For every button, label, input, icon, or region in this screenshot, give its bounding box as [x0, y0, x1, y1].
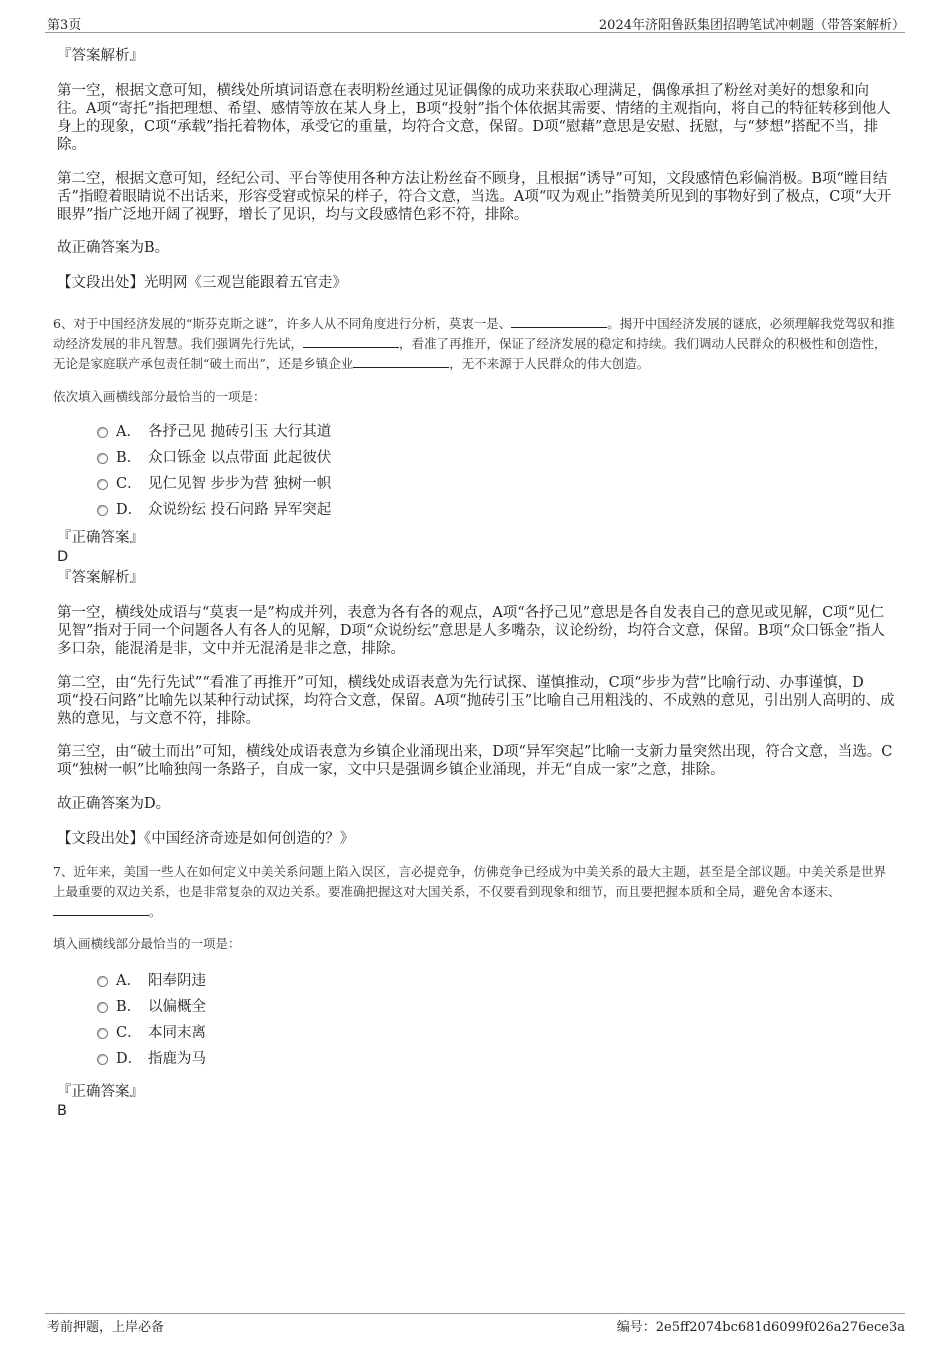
option-a[interactable]: A． 阳奉阴违: [97, 968, 206, 994]
correct-answer-heading: 『正确答案』: [57, 1084, 144, 1100]
fill-blank: [511, 315, 607, 328]
radio-button[interactable]: [97, 1028, 108, 1039]
page-header: [45, 14, 905, 33]
question-6-stem: 6、对于中国经济发展的“斯芬克斯之谜”，许多人从不同角度进行分析，莫衷一是、 。揭开中国经济发展的谜底，必须理解我党驾驭和推动经济发展的非凡智慧。我们强调先行先试， ，看准了再推开，保证了经济发展的稳定和持续。我们调动人民群众的积极性和创造性，无论是家庭联产承包责任制“破土而出”，还是乡镇企业 ，无不来源于人民群众的伟大创造。: [53, 316, 895, 371]
option-c[interactable]: C． 本同末离: [97, 1020, 206, 1046]
page-footer: [45, 1313, 905, 1334]
question-7-stem: 7、近年来，美国一些人在如何定义中美关系问题上陷入误区，言必提竞争，仿佛竞争已经成为中美关系的最大主题，甚至是全部议题。中美关系是世界上最重要的双边关系，也是非常复杂的双边关系。要准确把握这对大国关系，不仅要看到现象和细节，而且要把握本质和全局，避免舍本逐末、。: [53, 864, 886, 919]
analysis-paragraph: 第三空，由“破土而出”可知，横线处成语表意为乡镇企业涌现出来，D项“异军突起”比喻一支新力量突然出现，符合文意，当选。C项“独树一帜”比喻独闯一条路子，自成一家，文中只是强调乡镇企业涌现，并无“自成一家”之意，排除。: [57, 744, 893, 778]
analysis-paragraph: 第一空，横线处成语与“莫衷一是”构成并列，表意为各有各的观点，A项“各抒己见”意思是各自发表自己的意见或见解，C项“见仁见智”指对于同一个问题各人有各人的见解，D项“众说纷纭”意思是人多嘴杂，议论纷纷，均符合文意，保留。B项“众口铄金”指人多口杂，能混淆是非，文中并无混淆是非之意，排除。: [57, 605, 885, 657]
radio-button[interactable]: [97, 427, 108, 438]
option-b[interactable]: B． 众口铄金 以点带面 此起彼伏: [97, 445, 331, 471]
analysis-paragraph: 第一空，根据文意可知，横线处所填词语意在表明粉丝通过见证偶像的成功来获取心理满足，偶像承担了粉丝对美好的想象和向往。A项“寄托”指把理想、希望、感情等放在某人身上，B项“投射”指个体依据其需要、情绪的主观指向，将自己的特征转移到他人身上的现象，C项“承载”指托着物体，承受它的重量，均符合文意，保留。D项“慰藉”意思是安慰、抚慰，与“梦想”搭配不当，排除。: [57, 83, 891, 153]
footer-slogan: 考前押题，上岸必备: [47, 1320, 165, 1335]
option-c[interactable]: C． 见仁见智 步步为营 独树一帜: [97, 471, 331, 497]
option-d[interactable]: D． 指鹿为马: [97, 1046, 206, 1072]
radio-button[interactable]: [97, 976, 108, 987]
question-6-prompt: 依次填入画横线部分最恰当的一项是：: [53, 389, 266, 404]
fill-blank: [303, 335, 399, 348]
passage-source: 【文段出处】《中国经济奇迹是如何创造的？》: [57, 831, 355, 847]
correct-answer-value: B: [57, 1103, 67, 1119]
question-7-prompt: 填入画横线部分最恰当的一项是：: [53, 936, 241, 951]
analysis-heading: 『答案解析』: [57, 570, 144, 586]
correct-answer-heading: 『正确答案』: [57, 530, 144, 546]
radio-button[interactable]: [97, 1002, 108, 1013]
passage-source: 【文段出处】光明网《三观岂能跟着五官走》: [57, 275, 347, 291]
analysis-heading: 『答案解析』: [57, 48, 144, 64]
option-b[interactable]: B． 以偏概全: [97, 994, 206, 1020]
page-number: 第3页: [47, 18, 82, 33]
analysis-conclusion: 故正确答案为D。: [57, 796, 171, 812]
fill-blank: [353, 355, 449, 368]
question-7-options: [57, 968, 206, 1072]
analysis-conclusion: 故正确答案为B。: [57, 240, 170, 256]
analysis-paragraph: 第二空，根据文意可知，经纪公司、平台等使用各种方法让粉丝奋不顾身，且根据“诱导”可知，文段感情色彩偏消极。B项“瞠目结舌”指瞪着眼睛说不出话来，形容受窘或惊呆的样子，符合文意，当选。A项“叹为观止”指赞美所见到的事物好到了极点，C项“大开眼界”指广泛地开阔了视野，增长了见识，均与文段感情色彩不符，排除。: [57, 171, 892, 223]
fill-blank: [53, 903, 149, 916]
question-6-options: [57, 419, 331, 523]
correct-answer-value: D: [57, 549, 69, 565]
option-d[interactable]: D． 众说纷纭 投石问路 异军突起: [97, 497, 331, 523]
option-a[interactable]: A． 各抒己见 抛砖引玉 大行其道: [97, 419, 331, 445]
radio-button[interactable]: [97, 453, 108, 464]
radio-button[interactable]: [97, 479, 108, 490]
analysis-paragraph: 第二空，由“先行先试”“看准了再推开”可知，横线处成语表意为先行试探、谨慎推动，C项“步步为营”比喻行动、办事谨慎，D项“投石问路”比喻先以某种行动试探，均符合文意，保留。A项“抛砖引玉”比喻自己用粗浅的、不成熟的意见，引出别人高明的、成熟的意见，与文意不符，排除。: [57, 675, 895, 727]
document-title: 2024年济阳鲁跃集团招聘笔试冲刺题（带答案解析）: [598, 18, 905, 33]
radio-button[interactable]: [97, 1054, 108, 1065]
radio-button[interactable]: [97, 505, 108, 516]
document-id: 编号：2e5ff2074bc681d6099f026a276ece3a: [616, 1320, 905, 1335]
